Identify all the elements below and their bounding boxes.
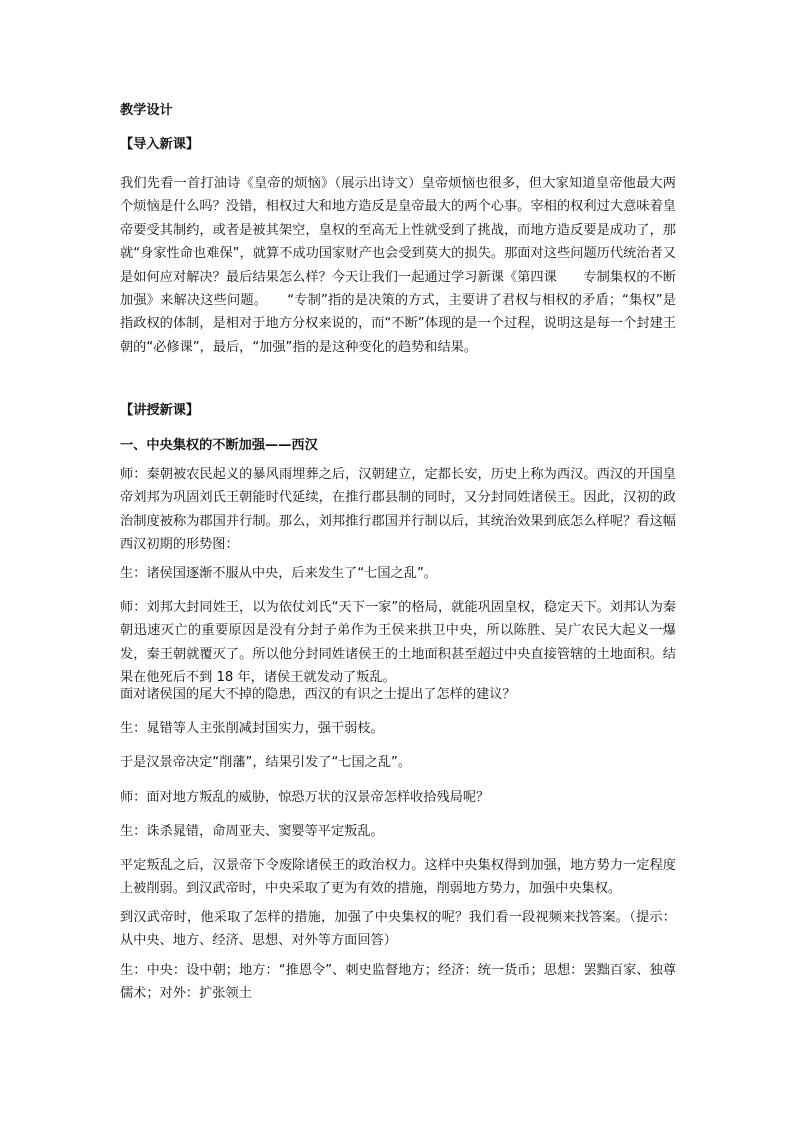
paragraph: 平定叛乱之后，汉景帝下令废除诸侯王的政治权力。这样中央集权得到加强，地方势力一定程度上被削弱。到汉武帝时，中央采取了更为有效的措施，削弱地方势力，加强中央集权。 <box>120 858 676 897</box>
paragraph: 生：晁错等人主张削减封国实力，强干弱枝。 <box>120 721 384 736</box>
paragraph: 生：诛杀晁错，命周亚夫、窦婴等平定叛乱。 <box>120 824 384 839</box>
intro-paragraph: 我们先看一首打油诗《皇帝的烦恼》（展示出诗文）皇帝烦恼也很多，但大家知道皇帝他最大两个烦恼是什么吗？没错，相权过大和地方造反是皇帝最大的两个心事。宰相的权利过大意味着皇帝要受其制约，或者是被其架空，皇权的至高无上性就受到了挑战，而地方造反要是成功了，那就“身家性命也难保”，就算不成功国家财产也会受到莫大的损失。那面对这些问题历代统治者又是如何应对解决？最后结果怎么样？今天让我们一起通过学习新课《第四课 专制集权的不断加强》来解决这些问题。 “专制”指的是决策的方式，主要讲了君权与相权的矛盾；“集权”是指政权的体制，是相对于地方分权来说的，而“不断”体现的是一个过程，说明这是每一个封建王朝的“必修课”，最后，“加强”指的是这种变化的趋势和结果。 <box>120 176 676 355</box>
paragraph: 师：面对地方叛乱的威胁，惊恐万状的汉景帝怎样收拾残局呢？ <box>120 790 490 805</box>
subheading-western-han: 一、中央集权的不断加强——西汉 <box>120 438 318 453</box>
paragraph: 于是汉景帝决定“削藩”，结果引发了“七国之乱”。 <box>120 755 412 770</box>
paragraph: 到汉武帝时，他采取了怎样的措施，加强了中央集权的呢？我们看一段视频来找答案。（提示：从中央、地方、经济、思想、对外等方面回答） <box>120 910 676 949</box>
paragraph: 面对诸侯国的尾大不掉的隐患，西汉的有识之士提出了怎样的建议？ <box>120 687 516 702</box>
section-heading-new-lesson: 【讲授新课】 <box>120 403 200 418</box>
paragraph: 生：中央：设中朝；地方：“推恩令”、刺史监督地方；经济：统一货币；思想：罢黜百家、独尊儒术；对外：扩张领土 <box>120 963 676 1002</box>
section-heading-intro: 【导入新课】 <box>120 137 200 152</box>
document-title: 教学设计 <box>120 103 173 118</box>
paragraph: 生：诸侯国逐渐不服从中央，后来发生了“七国之乱”。 <box>120 566 437 581</box>
paragraph: 师：秦朝被农民起义的暴风雨埋葬之后，汉朝建立，定都长安，历史上称为西汉。西汉的开国皇帝刘邦为巩固刘氏王朝能时代延续，在推行郡县制的同时，又分封同姓诸侯王。因此，汉初的政治制度被称为郡国并行制。那么，刘邦推行郡国并行制以后，其统治效果到底怎么样呢？看这幅西汉初期的形势图： <box>120 467 676 553</box>
paragraph: 师：刘邦大封同姓王，以为依仗刘氏“天下一家”的格局，就能巩固皇权，稳定天下。刘邦认为秦朝迅速灭亡的重要原因是没有分封子弟作为王侯来拱卫中央，所以陈胜、吴广农民大起义一爆发，秦王朝就覆灭了。所以他分封同姓诸侯王的土地面积甚至超过中央直接管辖的土地面积。结果在他死后不到 18 年，诸侯王就发动了叛乱。 <box>120 600 676 686</box>
